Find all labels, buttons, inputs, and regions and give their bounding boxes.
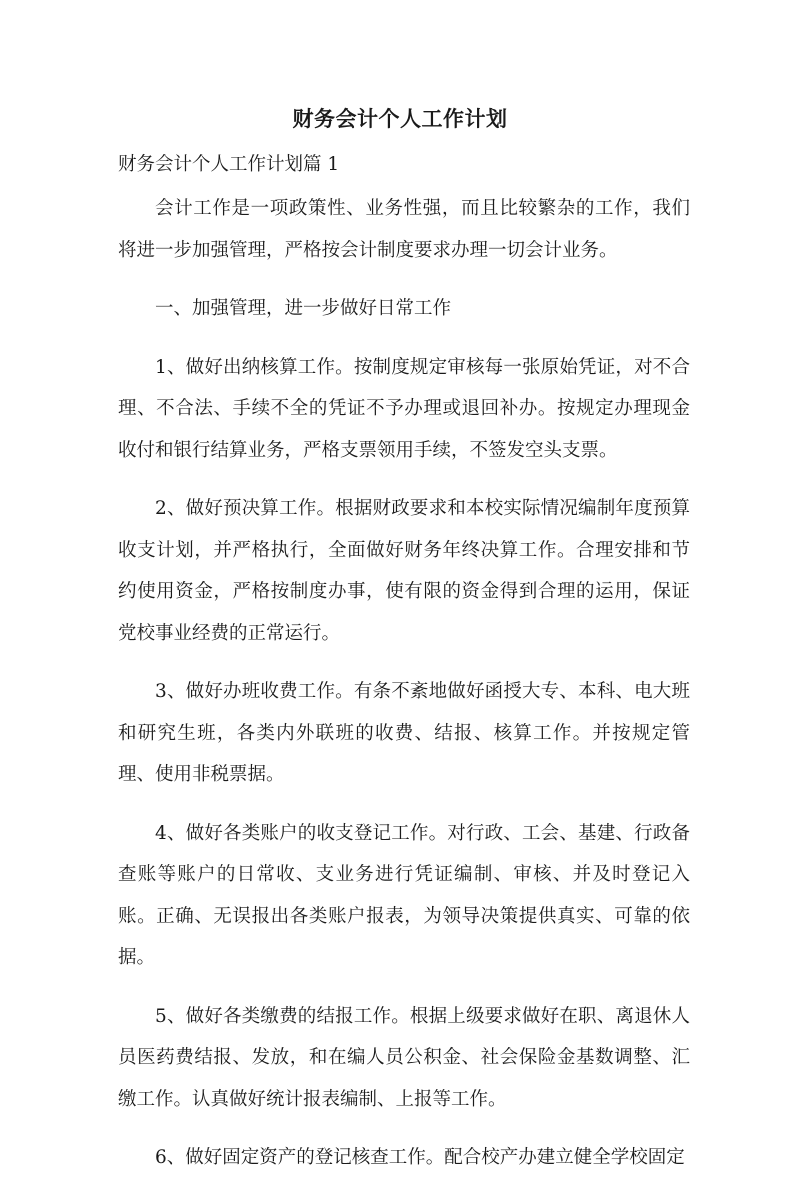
document-subtitle: 财务会计个人工作计划篇 1 xyxy=(118,154,340,175)
paragraph-item-3: 3、做好办班收费工作。有条不紊地做好函授大专、本科、电大班和研究生班，各类内外联班的收费、结报、核算工作。并按规定管理、使用非税票据。 xyxy=(118,681,690,785)
paragraph-item-6: 6、做好固定资产的登记核查工作。配合校产办建立健全学校固定 xyxy=(155,1147,685,1168)
document-body xyxy=(118,188,690,1196)
paragraph-item-1: 1、做好出纳核算工作。按制度规定审核每一张原始凭证，对不合理、不合法、手续不全的凭证不予办理或退回补办。按规定办理现金收付和银行结算业务，严格支票领用手续，不签发空头支票。 xyxy=(118,356,690,461)
paragraph-intro: 会计工作是一项政策性、业务性强，而且比较繁杂的工作，我们将进一步加强管理，严格按会计制度要求办理一切会计业务。 xyxy=(118,198,690,261)
paragraph-item-4: 4、做好各类账户的收支登记工作。对行政、工会、基建、行政备查账等账户的日常收、支业务进行凭证编制、审核、并及时登记入账。正确、无误报出各类账户报表，为领导决策提供真实、可靠的依据。 xyxy=(118,822,690,968)
paragraph-item-5: 5、做好各类缴费的结报工作。根据上级要求做好在职、离退休人员医药费结报、发放，和在编人员公积金、社会保险金基数调整、汇缴工作。认真做好统计报表编制、上报等工作。 xyxy=(118,1005,690,1110)
paragraph-item-2: 2、做好预决算工作。根据财政要求和本校实际情况编制年度预算收支计划，并严格执行，全面做好财务年终决算工作。合理安排和节约使用资金，严格按制度办事，使有限的资金得到合理的运用，保证党校事业经费的正常运行。 xyxy=(118,498,690,644)
paragraph-section-heading: 一、加强管理，进一步做好日常工作 xyxy=(155,298,452,319)
document-title: 财务会计个人工作计划 xyxy=(292,106,508,131)
